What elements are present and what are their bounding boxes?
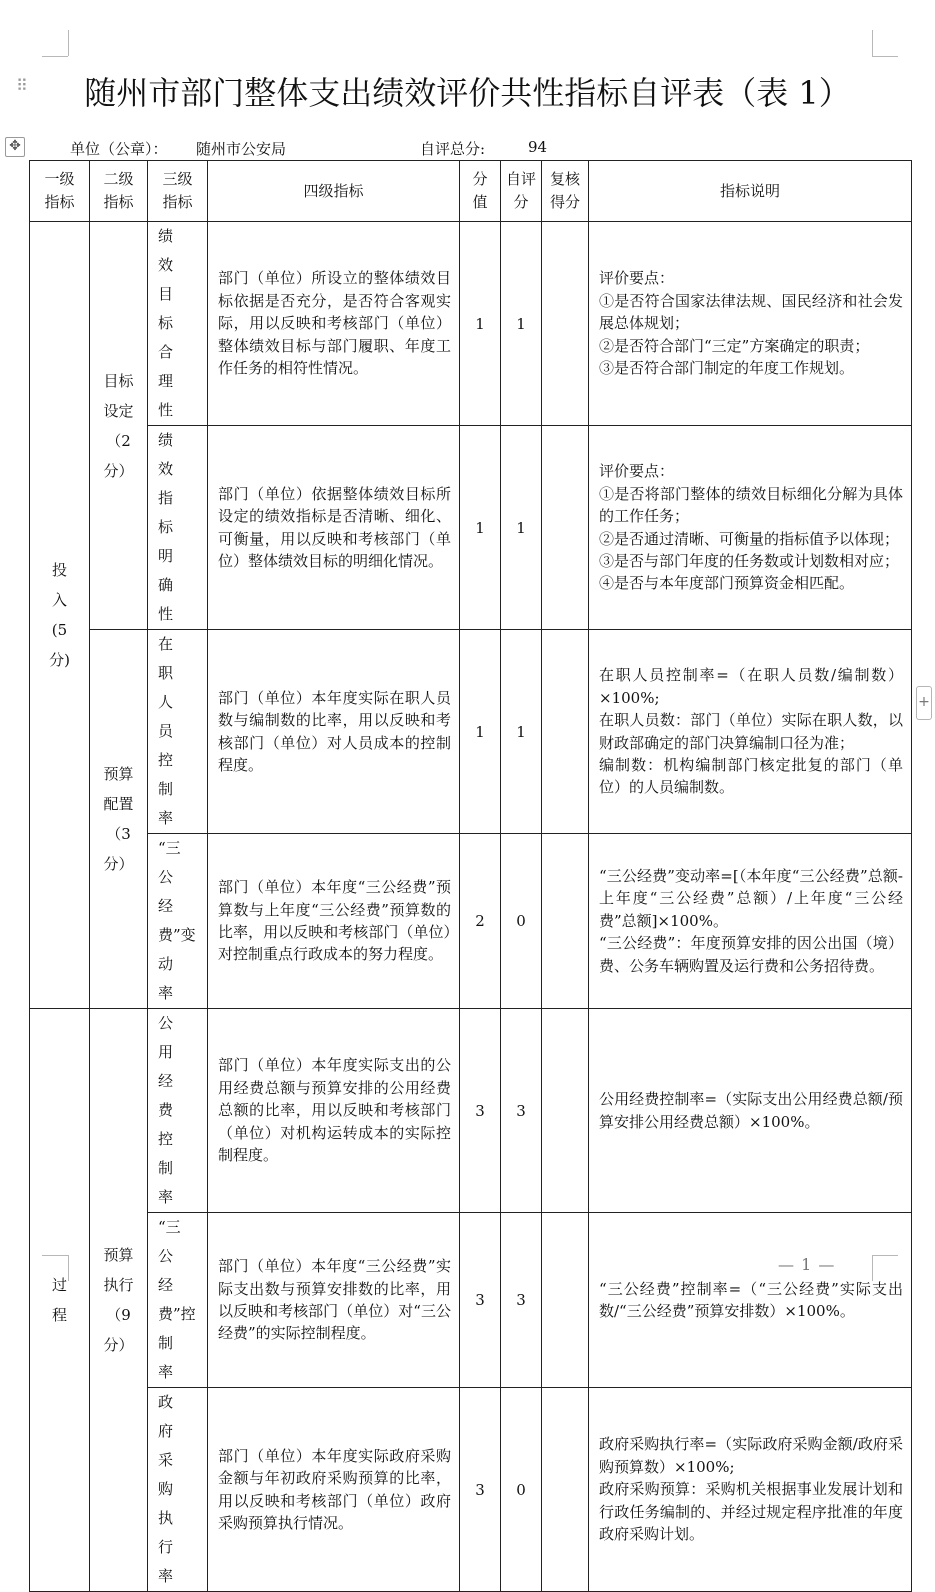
level4-cell: 部门（单位）本年度实际政府采购金额与年初政府采购预算的比率，用以反映和考核部门（单位）政府采购预算执行情况。 bbox=[208, 1388, 460, 1592]
level3-cell: 绩效目标合理性 bbox=[148, 222, 208, 426]
header-level1: 一级 指标 bbox=[30, 161, 90, 222]
weight-cell: 1 bbox=[460, 630, 501, 834]
weight-cell: 3 bbox=[460, 1009, 501, 1213]
level3-cell: 公用经费控制率 bbox=[148, 1009, 208, 1213]
description-cell: 评价要点： ①是否符合国家法律法规、国民经济和社会发展总体规划； ②是否符合部门“三定”方案确定的职责； ③是否符合部门制定的年度工作规划。 bbox=[589, 222, 912, 426]
table-header-row bbox=[30, 161, 912, 222]
level3-cell: 政府采购执行率 bbox=[148, 1388, 208, 1592]
total-score-label: 自评总分: bbox=[420, 140, 486, 158]
self-score-cell: 0 bbox=[501, 1388, 542, 1592]
header-self-score: 自评 分 bbox=[501, 161, 542, 222]
header-level3: 三级 指标 bbox=[148, 161, 208, 222]
level4-cell: 部门（单位）本年度实际在职人员数与编制数的比率，用以反映和考核部门（单位）对人员成本的控制程度。 bbox=[208, 630, 460, 834]
weight-cell: 2 bbox=[460, 834, 501, 1009]
crop-mark bbox=[42, 56, 68, 57]
weight-cell: 1 bbox=[460, 426, 501, 630]
review-score-cell[interactable] bbox=[542, 1213, 589, 1388]
level3-cell: “三公经费”控制率 bbox=[148, 1213, 208, 1388]
add-column-icon[interactable]: + bbox=[916, 686, 932, 720]
table-row bbox=[30, 426, 912, 630]
review-score-cell[interactable] bbox=[542, 1388, 589, 1592]
document-title: 随州市部门整体支出绩效评价共性指标自评表（表 1） bbox=[84, 74, 851, 112]
header-weight: 分 值 bbox=[460, 161, 501, 222]
review-score-cell[interactable] bbox=[542, 426, 589, 630]
description-cell: 评价要点： ①是否将部门整体的绩效目标细化分解为具体的工作任务； ②是否通过清晰、可衡量的指标值予以体现； ③是否与部门年度的任务数或计划数相对应； ④是否与本年度部门预算资金相匹配。 bbox=[589, 426, 912, 630]
table-row bbox=[30, 222, 912, 426]
evaluation-table bbox=[29, 160, 912, 1592]
description-cell: “三公经费”控制率=（“三公经费”实际支出数/“三公经费”预算安排数）×100%。 bbox=[589, 1213, 912, 1388]
review-score-cell[interactable] bbox=[542, 630, 589, 834]
level4-cell: 部门（单位）本年度“三公经费”预算数与上年度“三公经费”预算数的比率，用以反映和考核部门（单位）对控制重点行政成本的努力程度。 bbox=[208, 834, 460, 1009]
level3-cell: 在职人员控制率 bbox=[148, 630, 208, 834]
level4-cell: 部门（单位）本年度“三公经费”实际支出数与预算安排数的比率，用以反映和考核部门（单位）对“三公经费”的实际控制程度。 bbox=[208, 1213, 460, 1388]
description-cell: “三公经费”变动率=[（本年度“三公经费”总额-上年度“三公经费”总额）/上年度“三公经费”总额]×100%。 “三公经费”：年度预算安排的因公出国（境）费、公务车辆购置及运行费和公务招待费。 bbox=[589, 834, 912, 1009]
weight-cell: 3 bbox=[460, 1213, 501, 1388]
move-table-icon[interactable]: ✥ bbox=[5, 137, 25, 157]
table-row bbox=[30, 1213, 912, 1388]
drag-handle-icon[interactable]: ⠿ bbox=[16, 76, 26, 95]
review-score-cell[interactable] bbox=[542, 834, 589, 1009]
level3-cell: “三公经费”变动率 bbox=[148, 834, 208, 1009]
crop-mark bbox=[68, 30, 69, 56]
description-cell: 政府采购执行率=（实际政府采购金额/政府采购预算数）×100%; 政府采购预算：采购机关根据事业发展计划和行政任务编制的、并经过规定程序批准的年度政府采购计划。 bbox=[589, 1388, 912, 1592]
table-row bbox=[30, 630, 912, 834]
level3-cell: 绩效指标明确性 bbox=[148, 426, 208, 630]
crop-mark bbox=[872, 56, 898, 57]
header-description: 指标说明 bbox=[589, 161, 912, 222]
level4-cell: 部门（单位）本年度实际支出的公用经费总额与预算安排的公用经费总额的比率，用以反映和考核部门（单位）对机构运转成本的实际控制程度。 bbox=[208, 1009, 460, 1213]
level2-budget-execution: 预算 执行 （9 分） bbox=[90, 1009, 148, 1592]
table-row bbox=[30, 1388, 912, 1592]
review-score-cell[interactable] bbox=[542, 222, 589, 426]
header-level2: 二级 指标 bbox=[90, 161, 148, 222]
weight-cell: 1 bbox=[460, 222, 501, 426]
self-score-cell: 0 bbox=[501, 834, 542, 1009]
header-level4: 四级指标 bbox=[208, 161, 460, 222]
description-cell: 在职人员控制率=（在职人员数/编制数）×100%; 在职人员数：部门（单位）实际在职人数，以财政部确定的部门决算编制口径为准； 编制数：机构编制部门核定批复的部门（单位）的人员编制数。 bbox=[589, 630, 912, 834]
level1-process: 过 程 bbox=[30, 1009, 90, 1592]
weight-cell: 3 bbox=[460, 1388, 501, 1592]
description-cell: 公用经费控制率=（实际支出公用经费总额/预算安排公用经费总额）×100%。 bbox=[589, 1009, 912, 1213]
unit-value: 随州市公安局 bbox=[196, 140, 287, 158]
table-row bbox=[30, 834, 912, 1009]
level4-cell: 部门（单位）依据整体绩效目标所设定的绩效指标是否清晰、细化、可衡量，用以反映和考核部门（单位）整体绩效目标的明细化情况。 bbox=[208, 426, 460, 630]
header-review-score: 复核 得分 bbox=[542, 161, 589, 222]
self-score-cell: 1 bbox=[501, 630, 542, 834]
level4-cell: 部门（单位）所设立的整体绩效目标依据是否充分，是否符合客观实际，用以反映和考核部门（单位）整体绩效目标与部门履职、年度工作任务的相符性情况。 bbox=[208, 222, 460, 426]
table-row bbox=[30, 1009, 912, 1213]
self-score-cell: 3 bbox=[501, 1213, 542, 1388]
level1-input: 投 入 (5 分) bbox=[30, 222, 90, 1009]
level2-budget-allocation: 预算 配置 （3 分） bbox=[90, 630, 148, 1009]
self-score-cell: 3 bbox=[501, 1009, 542, 1213]
total-score-value: 94 bbox=[528, 138, 548, 156]
level2-goal-setting: 目标 设定 （2 分） bbox=[90, 222, 148, 630]
page-number: — 1 — bbox=[778, 1255, 836, 1274]
crop-mark bbox=[872, 30, 873, 56]
review-score-cell[interactable] bbox=[542, 1009, 589, 1213]
self-score-cell: 1 bbox=[501, 222, 542, 426]
unit-label: 单位（公章）： bbox=[70, 140, 168, 158]
self-score-cell: 1 bbox=[501, 426, 542, 630]
